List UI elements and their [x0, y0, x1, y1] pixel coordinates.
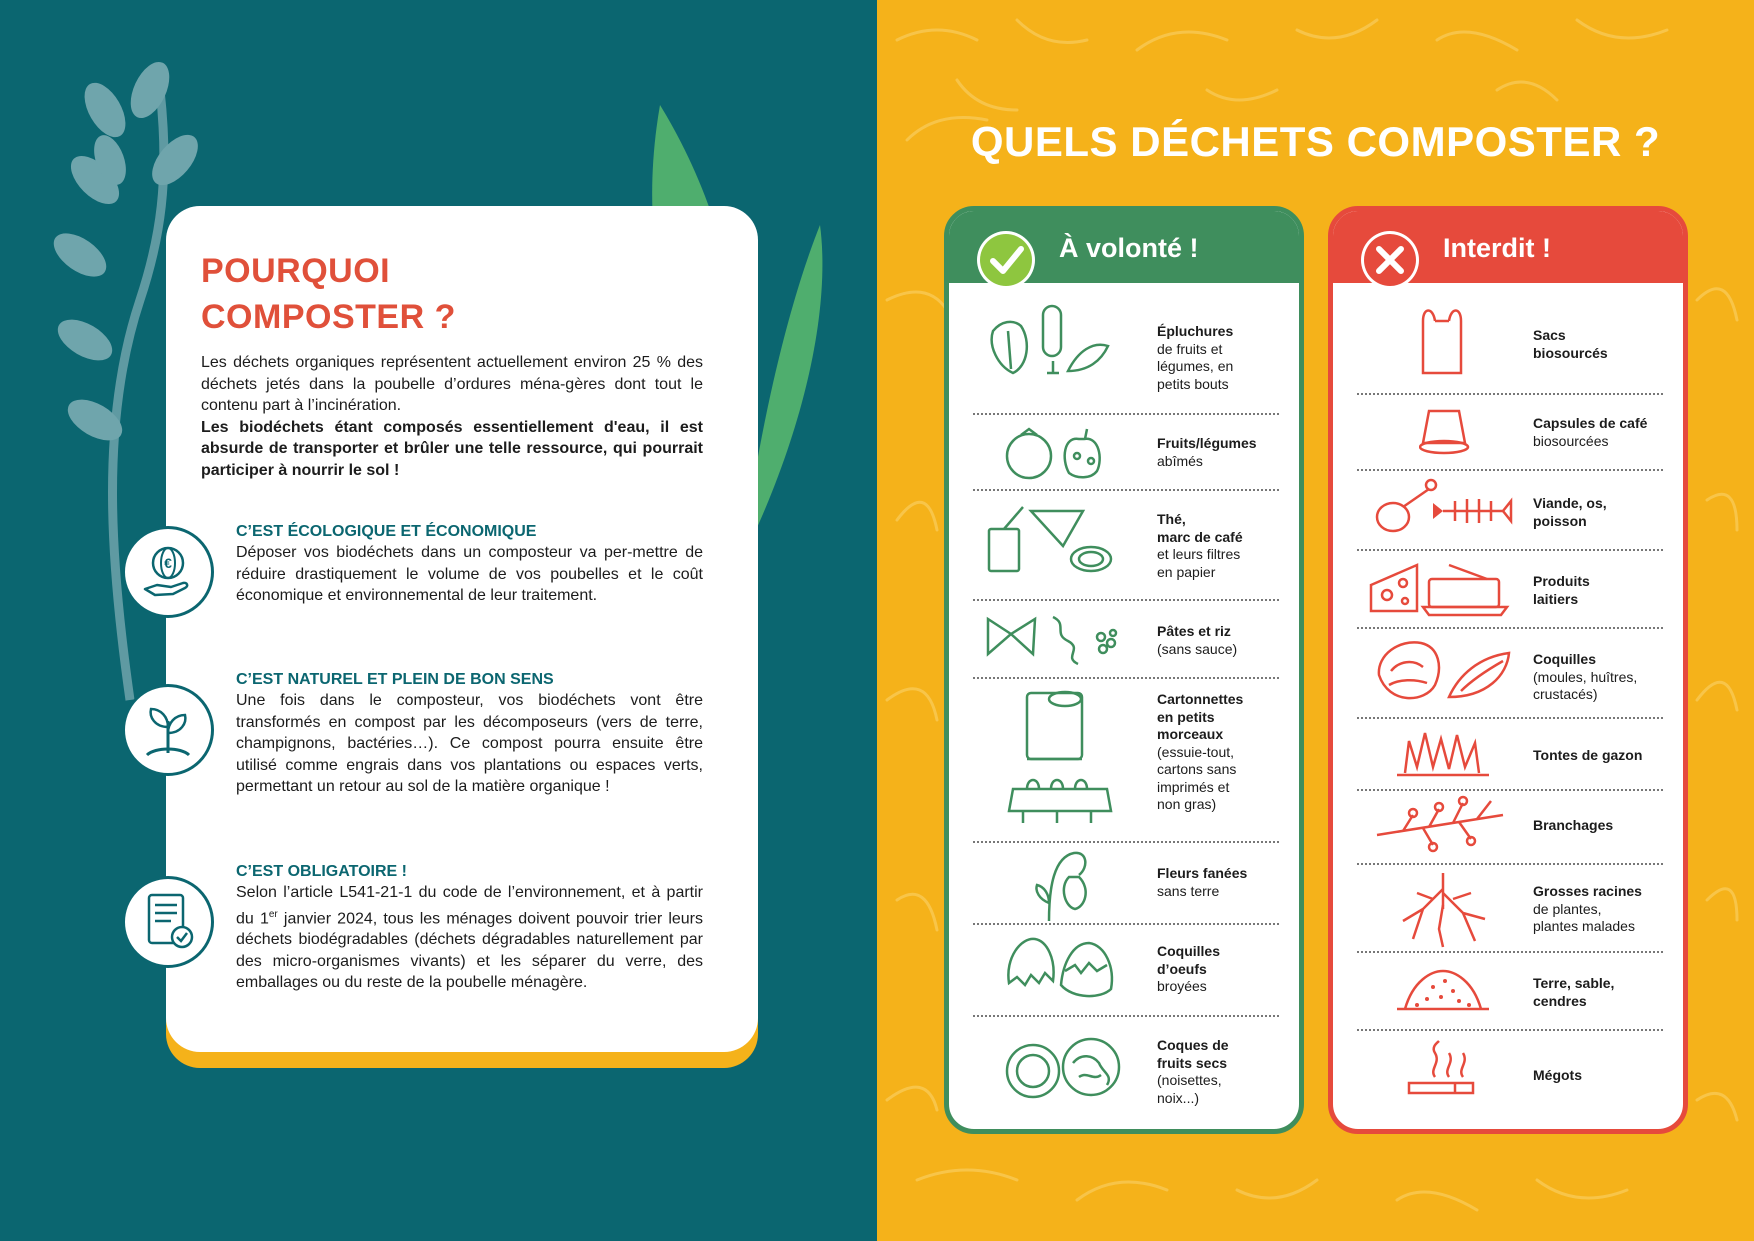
divider	[973, 677, 1279, 679]
item-pasta-line-1: (sans sauce)	[1157, 640, 1238, 657]
item-cigarette-title: Mégots	[1533, 1067, 1582, 1083]
divider	[1357, 717, 1663, 719]
sprout-icon	[122, 684, 214, 776]
item-soil-title: Terre, sable,	[1533, 975, 1615, 991]
allowed-column	[944, 206, 1304, 1134]
item-pasta-text	[1157, 623, 1237, 658]
divider	[1357, 549, 1663, 551]
item-bags-title: Sacs	[1533, 327, 1566, 343]
item-roots-line-2: plantes malades	[1533, 918, 1635, 934]
forbidden-column	[1328, 206, 1688, 1134]
divider	[1357, 863, 1663, 865]
item-nuts-line-2: noix...)	[1157, 1089, 1200, 1106]
item-tea-title: Thé,	[1157, 511, 1186, 527]
item-eggshell-line-1: broyées	[1157, 978, 1207, 994]
item-soil-text	[1533, 975, 1614, 1010]
item-dairy-text	[1533, 573, 1590, 608]
item-grass-title: Tontes de gazon	[1533, 747, 1643, 763]
item-capsules-title: Capsules de café	[1533, 415, 1648, 431]
item-bags-text	[1533, 327, 1608, 362]
item-dairy-title: Produits	[1533, 573, 1590, 589]
cigarette-butt-icon	[1405, 1037, 1485, 1103]
section-ecological-title: C’EST ÉCOLOGIQUE ET ÉCONOMIQUE	[236, 523, 537, 540]
hand-globe-euro-icon	[122, 526, 214, 618]
coffee-capsule-icon	[1419, 401, 1479, 457]
item-shells-line-1: (moules, huîtres,	[1533, 668, 1638, 685]
item-pasta-title: Pâtes et riz	[1157, 623, 1231, 639]
divider	[1357, 789, 1663, 791]
item-tea-line-1: et leurs filtres	[1157, 546, 1241, 562]
item-peelings-line-2: légumes, en	[1157, 358, 1234, 374]
item-flowers-line-1: sans terre	[1157, 882, 1220, 899]
mandatory-superscript: er	[268, 908, 278, 920]
tea-coffee-filter-icon	[983, 501, 1123, 581]
item-nuts-title-2: fruits secs	[1157, 1054, 1228, 1071]
item-cardboard-title-2: en petits	[1157, 708, 1215, 725]
title-line-1: POURQUOI	[201, 252, 391, 290]
item-fruits-text	[1157, 435, 1257, 470]
section-mandatory-title: C’EST OBLIGATOIRE !	[236, 863, 407, 880]
item-nuts-text	[1157, 1037, 1229, 1107]
document-check-icon	[122, 876, 214, 968]
soil-pile-icon	[1393, 961, 1493, 1017]
branch-icon	[1373, 795, 1513, 855]
paper-roll-egg-box-icon	[1007, 689, 1117, 829]
title-line-2: COMPOSTER ?	[201, 298, 456, 336]
divider	[973, 1015, 1279, 1017]
item-cardboard-line-3: imprimés et	[1157, 778, 1230, 795]
divider	[1357, 951, 1663, 953]
item-flowers-text	[1157, 865, 1247, 900]
right-title: QUELS DÉCHETS COMPOSTER ?	[970, 118, 1661, 165]
item-fruits-title: Fruits/légumes	[1157, 435, 1257, 451]
item-tea-title-2: marc de café	[1157, 528, 1243, 545]
item-cardboard-title-3: morceaux	[1157, 726, 1224, 742]
divider	[973, 841, 1279, 843]
svg-text:€: €	[164, 555, 172, 571]
item-fruits-line-1: abîmés	[1157, 452, 1203, 469]
item-peelings-line-3: petits bouts	[1157, 375, 1229, 392]
pasta-rice-icon	[983, 609, 1123, 669]
divider	[1357, 627, 1663, 629]
damaged-fruit-icon	[999, 421, 1119, 481]
divider	[973, 923, 1279, 925]
intro-text: Les déchets organiques représentent actuellement environ 25 % des déchets jetés dans la poubelle d’ordures ména-gères dont tout le contenu part à l’incinération.	[201, 354, 703, 414]
forbidden-label: Interdit !	[1443, 233, 1551, 263]
item-peelings-line-1: de fruits et	[1157, 340, 1223, 357]
forbidden-header	[1333, 211, 1683, 283]
item-tea-line-2: en papier	[1157, 563, 1216, 580]
roots-icon	[1393, 869, 1493, 949]
divider	[1357, 469, 1663, 471]
item-shells-line-2: crustacés)	[1533, 686, 1598, 702]
plastic-bag-icon	[1413, 301, 1473, 381]
item-roots-text	[1533, 883, 1642, 936]
item-tea-text	[1157, 511, 1243, 581]
item-cardboard-title: Cartonnettes	[1157, 691, 1244, 707]
item-branches-title: Branchages	[1533, 817, 1614, 833]
item-roots-line-1: de plantes,	[1533, 900, 1602, 917]
item-eggshell-text	[1157, 943, 1220, 996]
nut-shell-icon	[1003, 1033, 1123, 1103]
item-cardboard-line-4: non gras)	[1157, 796, 1217, 812]
item-meat-title: Viande, os,	[1533, 495, 1607, 511]
cheese-butter-icon	[1367, 555, 1517, 621]
item-roots-title: Grosses racines	[1533, 883, 1642, 899]
cross-icon	[1361, 231, 1419, 289]
section-natural-title: C’EST NATUREL ET PLEIN DE BON SENS	[236, 671, 554, 688]
mandatory-text-2: janvier 2024, tous les ménages doivent pouvoir trier leurs déchets biodégradables (déchets dégradables naturellement par des micro-organismes vivants) et les séparer du verre, des emballages ou du reste de la poubelle ménagère.	[236, 909, 704, 992]
item-capsules-text	[1533, 415, 1647, 450]
section-ecological-body: Déposer vos biodéchets dans un composteur va per-mettre de réduire drastiquement le volume de vos poubelles et le coût économique et environnemental de leur traitement.	[236, 544, 703, 604]
wilted-flower-icon	[1029, 847, 1099, 923]
item-eggshell-title-2: d’oeufs	[1157, 960, 1207, 977]
item-nuts-title: Coques de	[1157, 1037, 1229, 1053]
divider	[1357, 1029, 1663, 1031]
divider	[973, 599, 1279, 601]
shellfish-icon	[1369, 635, 1519, 711]
page-title	[201, 248, 456, 340]
item-grass-text	[1533, 747, 1642, 765]
item-peelings-title: Épluchures	[1157, 323, 1234, 339]
item-cardboard-line-1: (essuie-tout,	[1157, 743, 1235, 760]
grass-icon	[1393, 727, 1493, 783]
intro-paragraph	[201, 352, 703, 481]
section-mandatory-body	[236, 882, 703, 994]
eggshell-icon	[1001, 933, 1121, 1003]
divider	[973, 413, 1279, 415]
item-peelings-text	[1157, 323, 1233, 393]
allowed-header	[949, 211, 1299, 283]
intro-bold-text: Les biodéchets étant composés essentiellement d'eau, il est absurde de transporter et brûler une telle ressource, qui pourrait participer à nourrir le sol !	[201, 418, 703, 479]
item-bags-title-2: biosourcés	[1533, 344, 1608, 361]
item-branches-text	[1533, 817, 1613, 835]
divider	[1357, 393, 1663, 395]
section-natural-body: Une fois dans le composteur, vos biodéchets vont être transformés en compost par les décomposeurs (vers de terre, champignons, bactéries…). Ce compost pourra ensuite être utilisé comme engrais dans vos plantations ou espaces verts, permettant un retour au sol de la matière organique !	[236, 692, 703, 795]
item-eggshell-title: Coquilles	[1157, 943, 1221, 959]
item-dairy-title-2: laitiers	[1533, 590, 1579, 607]
item-flowers-title: Fleurs fanées	[1157, 865, 1248, 881]
item-capsules-line-1: biosourcées	[1533, 432, 1609, 449]
allowed-label: À volonté !	[1059, 233, 1199, 263]
item-meat-text	[1533, 495, 1607, 530]
item-cardboard-line-2: cartons sans	[1157, 761, 1237, 777]
peelings-icon	[983, 301, 1123, 381]
check-icon	[977, 231, 1035, 289]
item-meat-title-2: poisson	[1533, 512, 1587, 529]
item-soil-title-2: cendres	[1533, 992, 1587, 1009]
item-cardboard-text	[1157, 691, 1243, 814]
item-nuts-line-1: (noisettes,	[1157, 1072, 1222, 1088]
item-cigarette-text	[1533, 1067, 1582, 1085]
divider	[973, 489, 1279, 491]
item-shells-title: Coquilles	[1533, 651, 1597, 667]
item-shells-text	[1533, 651, 1637, 704]
meat-fish-bone-icon	[1373, 475, 1513, 541]
mandatory-text-1: Selon l’article L541-21-1 du code de l’environnement, et à partir du 1	[236, 884, 703, 927]
